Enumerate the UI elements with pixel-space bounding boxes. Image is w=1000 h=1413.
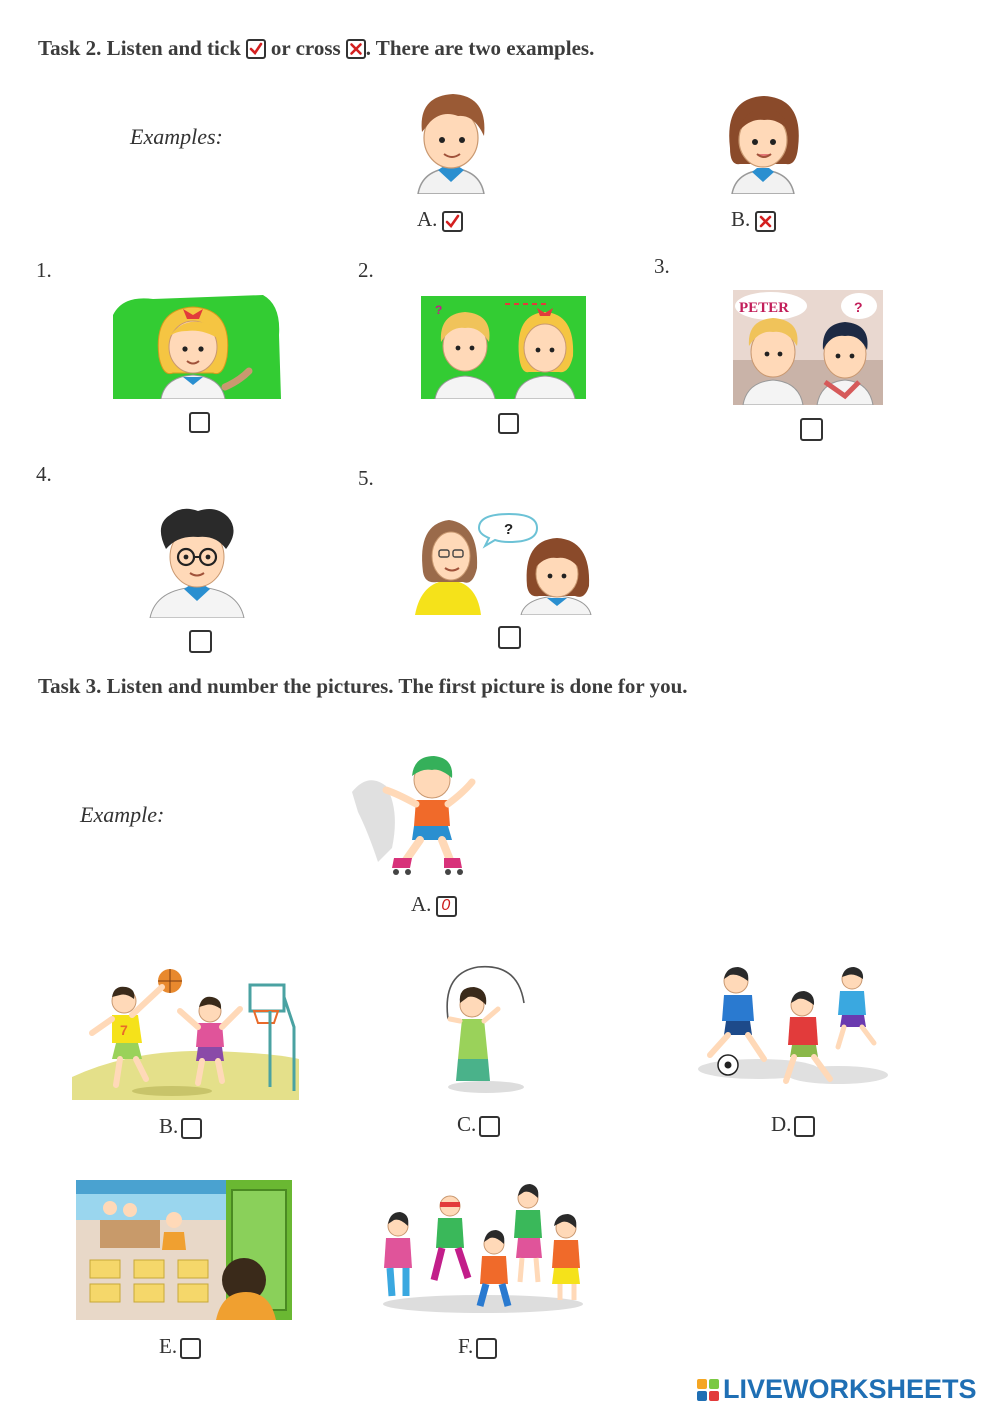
- tick-example-icon: [246, 39, 266, 59]
- example-a-boy-picture: [408, 88, 494, 194]
- svg-text:7: 7: [120, 1022, 128, 1038]
- item-2-number: 2.: [358, 258, 374, 282]
- item-3-picture: [733, 290, 883, 405]
- item-2-answer-box[interactable]: [498, 413, 519, 439]
- item-3-sign-text: PETER: [739, 300, 790, 316]
- item-c-answer-box[interactable]: [479, 1116, 500, 1137]
- task3-heading: Task 3. Listen and number the pictures. The first picture is done for you.: [38, 674, 688, 698]
- task3-item-b: B.: [159, 1114, 202, 1139]
- item-1-picture: [113, 295, 281, 399]
- example-b-girl-picture: [720, 88, 806, 194]
- liveworksheets-logo[interactable]: LIVEWORKSHEETS: [697, 1374, 977, 1405]
- picture-f-group-game: [378, 1184, 588, 1314]
- item-3-answer-box[interactable]: [800, 418, 823, 446]
- svg-text:?: ?: [854, 299, 863, 315]
- task3-example-a: A. 0: [411, 892, 457, 917]
- item-5-picture: [415, 512, 595, 615]
- task3-item-e: E.: [159, 1334, 201, 1359]
- item-2-picture: [421, 296, 586, 399]
- item-3-number: 3.: [654, 254, 670, 278]
- task3-example-a-answer: 0: [441, 897, 451, 914]
- item-5-answer-box[interactable]: [498, 626, 521, 654]
- task3-example-a-box: [436, 896, 457, 917]
- picture-e-classroom: [76, 1180, 292, 1320]
- task3-item-f: F.: [458, 1334, 497, 1359]
- item-e-answer-box[interactable]: [180, 1338, 201, 1359]
- item-1-number: 1.: [36, 258, 52, 282]
- example-b: B.: [731, 207, 776, 232]
- item-4-answer-box[interactable]: [189, 630, 212, 658]
- task2-heading: Task 2. Listen and tick or cross . There are two examples.: [38, 36, 595, 60]
- svg-text:?: ?: [504, 521, 514, 538]
- task3-item-c: C.: [457, 1112, 500, 1137]
- cross-example-icon: [346, 39, 366, 59]
- task3-example-label: Example:: [80, 802, 165, 827]
- item-4-number: 4.: [36, 462, 52, 486]
- item-4-picture: [146, 505, 248, 618]
- example-a: A.: [417, 207, 463, 232]
- example-a-rollerblading-picture: [348, 752, 483, 876]
- svg-text:?: ?: [435, 303, 443, 317]
- example-a-tick-box: [442, 211, 463, 232]
- liveworksheets-icon: [697, 1379, 719, 1401]
- task3-item-d: D.: [771, 1112, 815, 1137]
- picture-d-football: [688, 965, 896, 1087]
- item-b-answer-box[interactable]: [181, 1118, 202, 1139]
- examples-label: Examples:: [130, 124, 223, 149]
- item-1-answer-box[interactable]: [189, 412, 210, 438]
- item-f-answer-box[interactable]: [476, 1338, 497, 1359]
- example-b-cross-box: [755, 211, 776, 232]
- picture-c-skipping-rope: [438, 963, 530, 1093]
- item-5-number: 5.: [358, 466, 374, 490]
- picture-b-basketball: [72, 967, 299, 1100]
- item-d-answer-box[interactable]: [794, 1116, 815, 1137]
